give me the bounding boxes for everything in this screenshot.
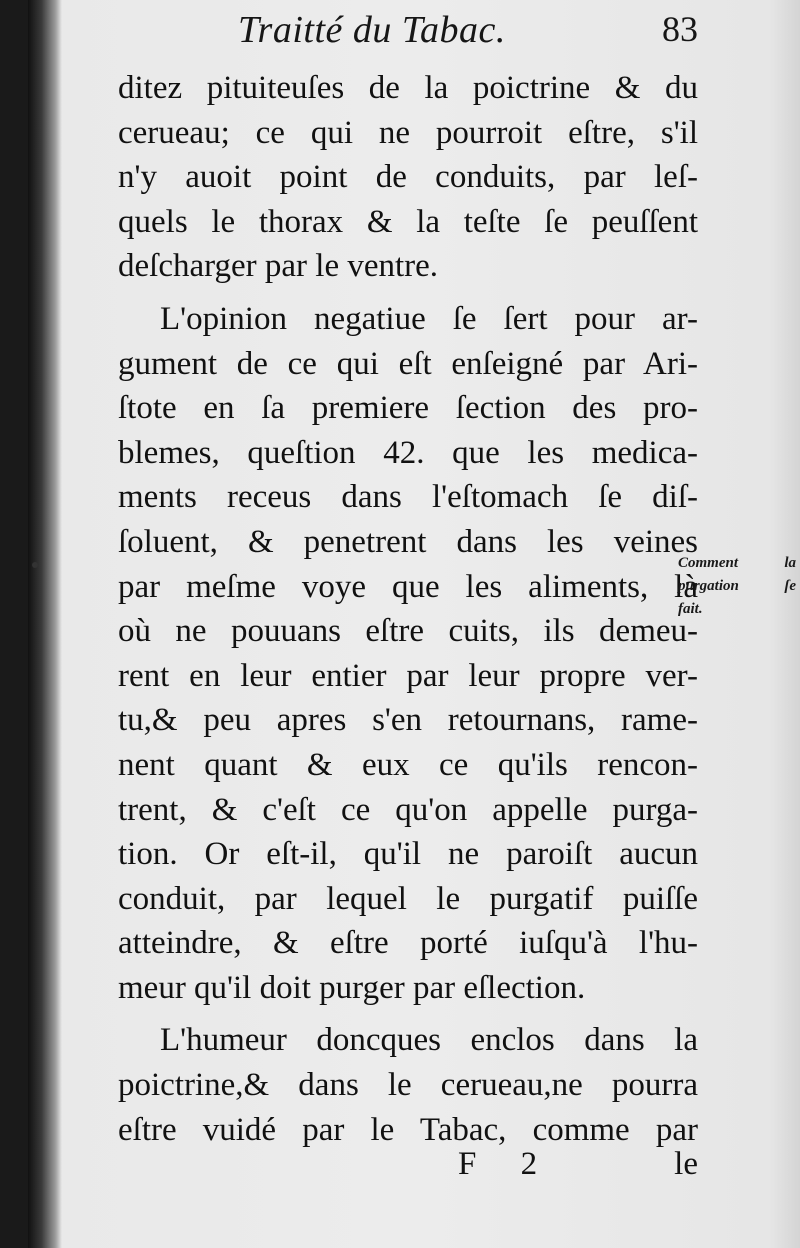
margin-note — [678, 552, 796, 621]
text-line: tion. Or eſt-il, qu'il ne paroiſt aucun — [118, 836, 698, 873]
margin-note-line: fait. — [678, 601, 703, 617]
catchword: le — [674, 1146, 698, 1182]
text-line: L'humeur doncques enclos dans la — [160, 1022, 698, 1059]
page-number: 83 — [662, 9, 698, 49]
text-line: eſtre vuidé par le Tabac, comme par — [118, 1111, 698, 1148]
text-line: deſcharger par le ventre. — [118, 248, 439, 285]
text-line: par meſme voye que les aliments, là — [118, 568, 698, 605]
text-line: ſtote en ſa premiere ſection des pro- — [118, 390, 698, 427]
body-text — [118, 66, 698, 1152]
text-line: meur qu'il doit purger par eſlection. — [118, 969, 586, 1006]
text-line: ditez pituiteuſes de la poictrine & du — [118, 70, 698, 106]
book-page — [28, 0, 800, 1248]
text-line: où ne pouuans eſtre cuits, ils demeu- — [118, 613, 698, 650]
text-line: cerueau; ce qui ne pourroit eſtre, s'il — [118, 114, 698, 151]
text-line: ments receus dans l'eſtomach ſe diſ- — [118, 479, 698, 516]
text-line: atteindre, & eſtre porté iuſqu'à l'hu- — [118, 925, 698, 962]
text-line: trent, & c'eſt ce qu'on appelle purga- — [118, 791, 698, 828]
text-line: n'y auoit point de conduits, par leſ- — [118, 159, 698, 196]
text-line: poictrine,& dans le cerueau,ne pourra — [118, 1067, 698, 1104]
running-title: Traitté du Tabac. — [238, 9, 506, 51]
ink-speck — [32, 562, 38, 568]
text-line: tu,& peu apres s'en retournans, rame- — [118, 702, 698, 739]
text-line: ſoluent, & penetrent dans les veines — [118, 523, 698, 560]
text-line: L'opinion negatiue ſe ſert pour ar- — [160, 300, 698, 337]
margin-note-line: Comment la — [678, 555, 796, 571]
text-line: nent quant & eux ce qu'ils rencon- — [118, 746, 698, 783]
text-line: blemes, queſtion 42. que les medica- — [118, 434, 698, 471]
page-footer — [118, 1146, 698, 1190]
text-line: conduit, par lequel le purgatif puiſſe — [118, 880, 698, 917]
running-head — [238, 8, 698, 58]
margin-note-line: purgation ſe — [678, 578, 796, 594]
signature-mark: F 2 — [458, 1146, 556, 1182]
text-line: quels le thorax & la teſte ſe peuſſent — [118, 203, 698, 240]
text-line: rent en leur entier par leur propre ver- — [118, 657, 698, 694]
text-line: gument de ce qui eſt enſeigné par Ari- — [118, 345, 698, 382]
page-binding-shadow — [28, 0, 62, 1248]
